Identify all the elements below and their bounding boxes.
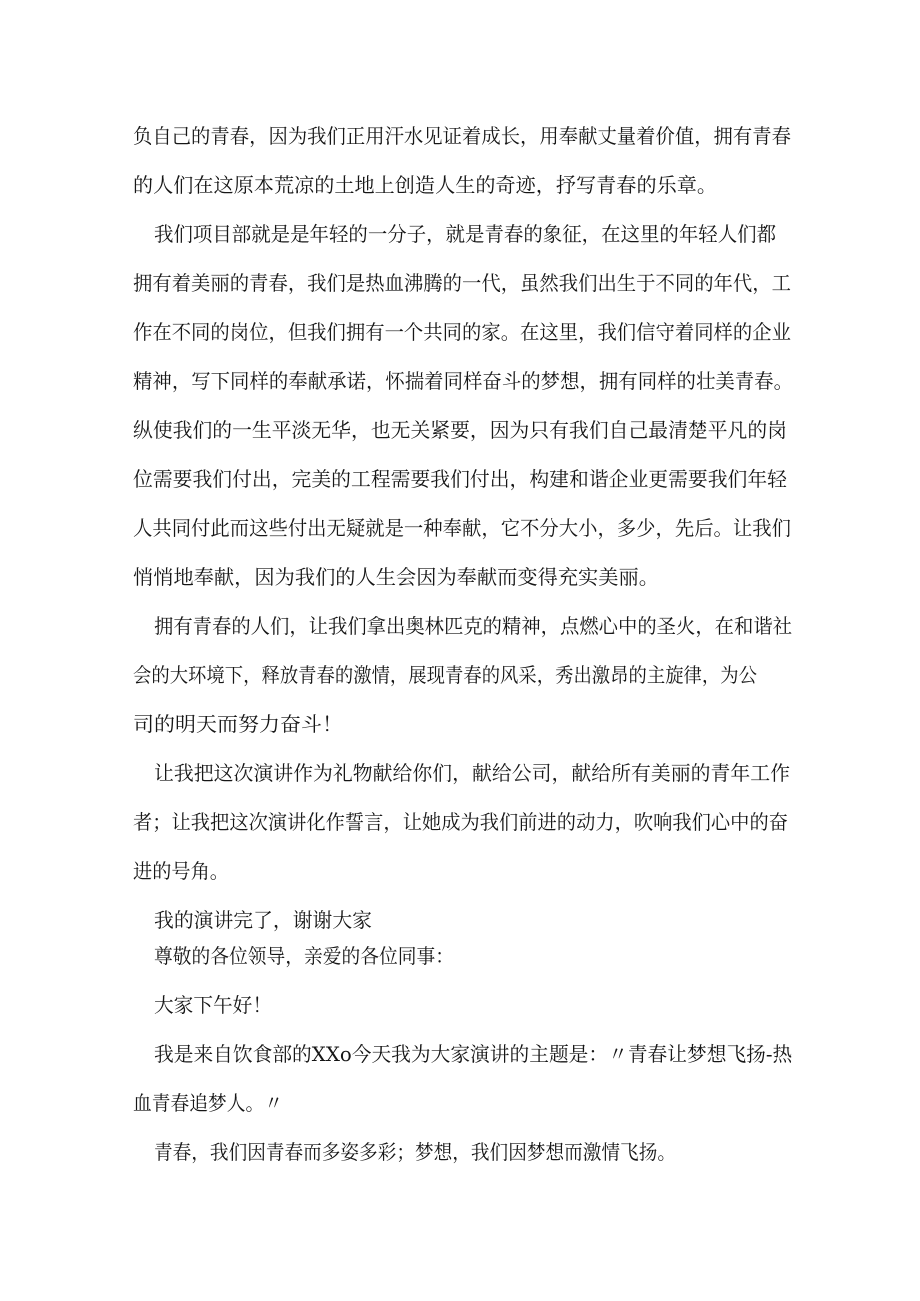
text-line: 人共同付此而这些付出无疑就是一种奉献，它不分大小，多少，先后。让我们 — [133, 516, 791, 540]
text-line: 血青春追梦人。〃 — [133, 1091, 283, 1115]
text-line: 进的号角。 — [133, 859, 229, 883]
text-line: 我是来自饮食部的XXo今天我为大家演讲的主题是：〃青春让梦想飞扬-热 — [154, 1042, 793, 1066]
text-line: 我们项目部就是是年轻的一分子，就是青春的象征，在这里的年轻人们都 — [154, 222, 777, 246]
text-line: 负自己的青春，因为我们正用汗水见证着成长，用奉献丈量着价值，拥有青春 — [133, 124, 791, 148]
text-line: 司的明天而努力奋斗！ — [133, 712, 343, 736]
text-line: 尊敬的各位领导，亲爱的各位同事： — [154, 944, 454, 968]
text-line: 纵使我们的一生平淡无华，也无关紧要，因为只有我们自己最清楚平凡的岗 — [133, 418, 787, 442]
text-line: 拥有青春的人们，让我们拿出奥林匹克的精神，点燃心中的圣火，在和谐社 — [154, 614, 793, 638]
text-line: 者；让我把这次演讲化作誓言，让她成为我们前进的动力，吹响我们心中的奋 — [133, 810, 788, 834]
text-line: 作在不同的岗位，但我们拥有一个共同的家。在这里，我们信守着同样的企业 — [133, 320, 791, 344]
text-line: 拥有着美丽的青春，我们是热血沸腾的一代，虽然我们出生于不同的年代，工 — [133, 271, 791, 295]
text-line: 悄悄地奉献，因为我们的人生会因为奉献而变得充实美丽。 — [133, 565, 659, 589]
text-line: 大家下午好！ — [154, 993, 272, 1017]
text-line: 我的演讲完了，谢谢大家 — [154, 908, 372, 932]
text-line: 青春，我们因青春而多姿多彩；梦想，我们因梦想而激情飞扬。 — [154, 1140, 676, 1164]
text-line: 的人们在这原本荒凉的土地上创造人生的奇迹，抒写青春的乐章。 — [133, 173, 718, 197]
text-line: 位需要我们付出，完美的工程需要我们付出，构建和谐企业更需要我们年轻 — [133, 467, 787, 491]
text-line: 会的大环境下，释放青春的激情，展现青春的风采，秀出激昂的主旋律，为公 — [133, 663, 757, 687]
text-line: 精神，写下同样的奉献承诺，怀揣着同样奋斗的梦想，拥有同样的壮美青春。 — [133, 369, 794, 393]
text-line: 让我把这次演讲作为礼物献给你们，献给公司，献给所有美丽的青年工作 — [154, 761, 791, 785]
